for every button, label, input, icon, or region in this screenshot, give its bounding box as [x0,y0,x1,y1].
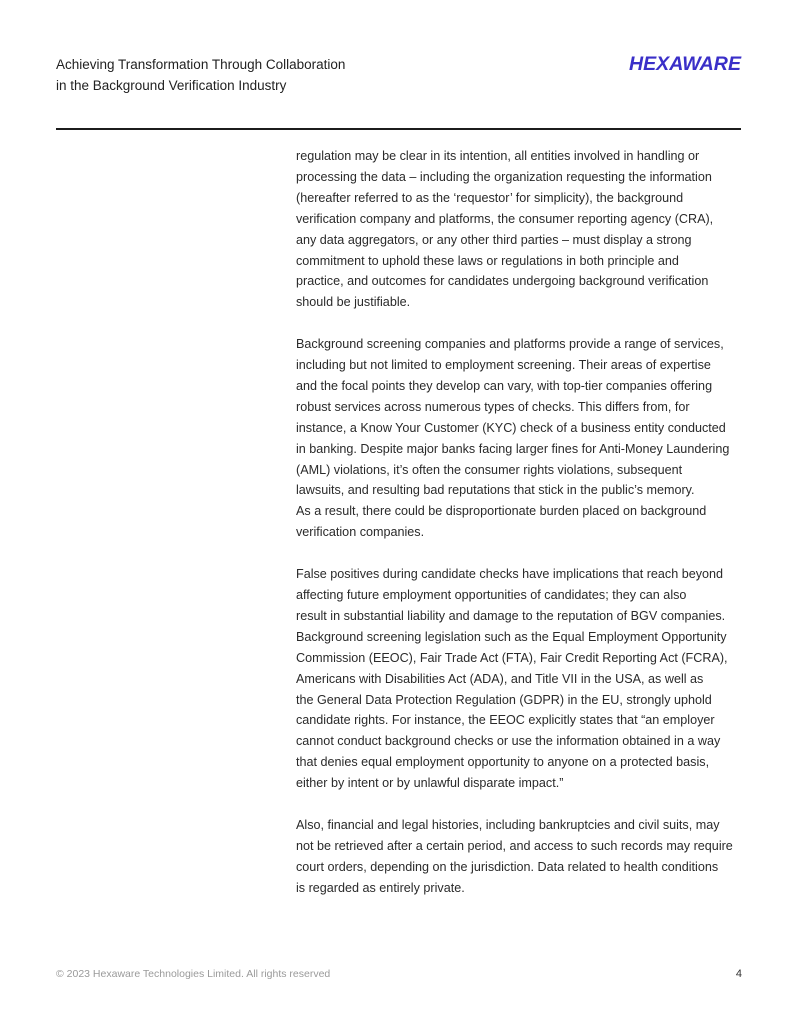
text-line: result in substantial liability and damage to the reputation of BGV companies. [296,608,726,623]
text-line: lawsuits, and resulting bad reputations that stick in the public’s memory. [296,483,695,498]
text-line: False positives during candidate checks have implications that reach beyond [296,567,724,582]
text-line: robust services across numerous types of checks. This differs from, for [296,399,690,414]
text-line: (AML) violations, it’s often the consumer rights violations, subsequent [296,462,683,477]
paragraph [296,334,746,543]
page-number: 4 [735,968,742,980]
text-line: candidate rights. For instance, the EEOC explicitly states that “an employer [296,713,715,728]
text-line: instance, a Know Your Customer (KYC) check of a business entity conducted [296,420,726,435]
header-divider [56,128,741,130]
text-line: the General Data Protection Regulation (GDPR) in the EU, strongly uphold [296,692,712,707]
text-line: regulation may be clear in its intention, all entities involved in handling or [296,149,700,163]
text-line: Background screening legislation such as the Equal Employment Opportunity [296,629,727,644]
text-line: not be retrieved after a certain period, and access to such records may require [296,838,733,853]
text-line: verification company and platforms, the consumer reporting agency (CRA), [296,211,714,226]
text-line: and the focal points they develop can vary, with top-tier companies offering [296,378,713,393]
text-line: in banking. Despite major banks facing larger fines for Anti-Money Laundering [296,441,730,456]
text-line: cannot conduct background checks or use the information obtained in a way [296,734,721,749]
paragraph [296,564,746,794]
text-line: affecting future employment opportunities of candidates; they can also [296,588,687,602]
text-line: As a result, there could be disproportionate burden placed on background [296,504,707,519]
text-line: practice, and outcomes for candidates undergoing background verification [296,274,709,289]
text-line: court orders, depending on the jurisdiction. Data related to health conditions [296,859,719,874]
text-line: processing the data – including the organization requesting the information [296,169,712,184]
title-line-1: Achieving Transformation Through Collaboration [56,57,346,72]
text-line: verification companies. [296,525,425,540]
svg-text:HEXAWARE: HEXAWARE [629,54,742,75]
text-line: Also, financial and legal histories, including bankruptcies and civil suits, may [296,817,720,832]
text-line: any data aggregators, or any other third parties – must display a strong [296,232,692,247]
text-line: is regarded as entirely private. [296,880,465,895]
text-line: commitment to uphold these laws or regulations in both principle and [296,253,679,268]
paragraph [296,146,746,313]
text-line: Background screening companies and platforms provide a range of services, [296,337,724,352]
text-line: either by intent or by unlawful disparate impact.” [296,776,564,791]
paragraph [296,815,746,899]
text-line: that denies equal employment opportunity to anyone on a protected basis, [296,755,710,770]
copyright-notice: © 2023 Hexaware Technologies Limited. All rights reserved [56,968,331,980]
title-line-2: in the Background Verification Industry [56,78,287,93]
document-title [56,54,416,96]
hexaware-logo [629,50,742,76]
text-line: including but not limited to employment screening. Their areas of expertise [296,358,711,373]
text-line: Americans with Disabilities Act (ADA), and Title VII in the USA, as well as [296,671,704,686]
text-line: Commission (EEOC), Fair Trade Act (FTA), Fair Credit Reporting Act (FCRA), [296,650,728,665]
text-line: (hereafter referred to as the ‘requestor’ for simplicity), the background [296,190,684,205]
body-text [296,146,746,919]
text-line: should be justifiable. [296,295,411,310]
